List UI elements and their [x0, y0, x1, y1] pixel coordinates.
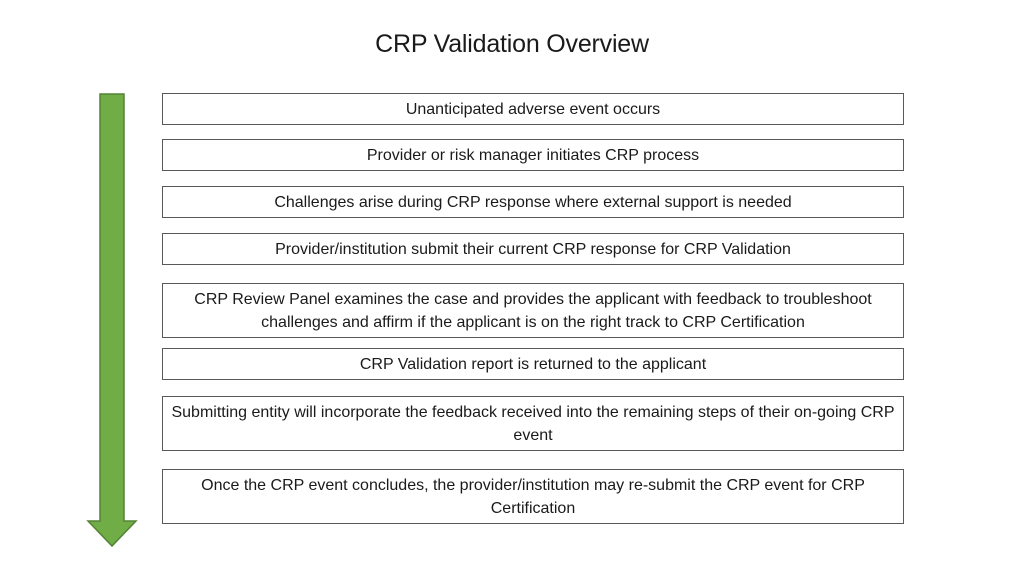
step-text-7: Submitting entity will incorporate the feedback received into the remaining steps of their on-going CRP event: [171, 403, 895, 444]
step-box-4: [162, 233, 904, 265]
step-box-6: [162, 348, 904, 380]
step-text-6: CRP Validation report is returned to the applicant: [359, 355, 707, 373]
step-box-2: [162, 139, 904, 171]
step-box-5: [162, 283, 904, 338]
step-box-1: [162, 93, 904, 125]
diagram-title: CRP Validation Overview: [375, 30, 649, 58]
step-text-8: Once the CRP event concludes, the provider/institution may re-submit the CRP event for CRP Certification: [201, 476, 865, 517]
down-arrow-icon: [86, 93, 138, 548]
step-text-2: Provider or risk manager initiates CRP process: [366, 146, 700, 164]
step-text-3: Challenges arise during CRP response where external support is needed: [274, 193, 792, 211]
step-box-8: [162, 469, 904, 524]
step-text-4: Provider/institution submit their current CRP response for CRP Validation: [275, 240, 791, 258]
step-text-1: Unanticipated adverse event occurs: [405, 100, 661, 118]
step-text-5: CRP Review Panel examines the case and provides the applicant with feedback to troubleshoot challenges and affirm if the applicant is on the right track to CRP Certification: [194, 290, 872, 331]
step-box-7: [162, 396, 904, 451]
step-box-3: [162, 186, 904, 218]
flow-arrow-shape: [88, 94, 136, 546]
